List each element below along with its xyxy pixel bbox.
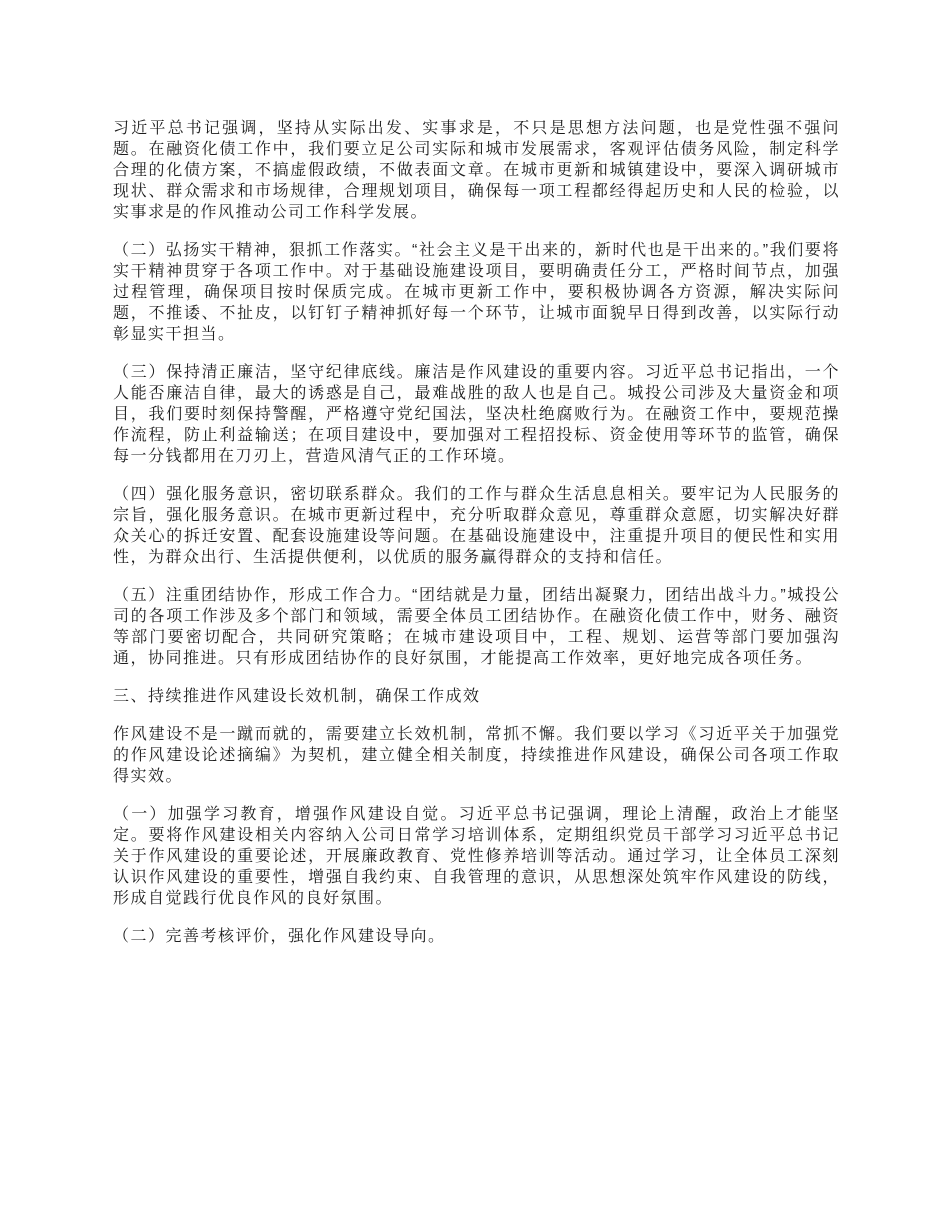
paragraph-assessment-orientation: （二）完善考核评价，强化作风建设导向。 [113,928,446,945]
document-body [113,118,840,947]
paragraph-long-term-mechanism: 作风建设不是一蹴而就的，需要建立长效机制，常抓不懈。我们要以学习《习近平关于加强党的作风建设论述摘编》为契机，建立健全相关制度，持续推进作风建设，确保公司各项工作取得实效。 [113,726,840,785]
paragraph-integrity: （三）保持清正廉洁，坚守纪律底线。廉洁是作风建设的重要内容。习近平总书记指出，一个人能否廉洁自律，最大的诱惑是自己，最难战胜的敌人也是自己。城投公司涉及大量资金和项目，我们要时刻保持警醒，严格遵守党纪国法，坚决杜绝腐败行为。在融资工作中，要规范操作流程，防止利益输送；在项目建设中，要加强对工程招投标、资金使用等环节的监管，确保每一分钱都用在刀刃上，营造风清气正的工作环境。 [113,364,840,465]
paragraph-service-awareness: （四）强化服务意识，密切联系群众。我们的工作与群众生活息息相关。要牢记为人民服务的宗旨，强化服务意识。在城市更新过程中，充分听取群众意见，尊重群众意愿，切实解决好群众关心的拆迁安置、配套设施建设等问题。在基础设施建设中，注重提升项目的便民性和实用性，为群众出行、生活提供便利，以优质的服务赢得群众的支持和信任。 [113,486,840,566]
section-heading-three: 三、持续推进作风建设长效机制，确保工作成效 [113,688,481,705]
paragraph-hard-work-spirit: （二）弘扬实干精神，狠抓工作落实。“社会主义是干出来的，新时代也是干出来的。”我们要将实干精神贯穿于各项工作中。对于基础设施建设项目，要明确责任分工，严格时间节点，加强过程管理，确保项目按时保质完成。在城市更新工作中，要积极协调各方资源，解决实际问题，不推诿、不扯皮，以钉钉子精神抓好每一个环节，让城市面貌早日得到改善，以实际行动彰显实干担当。 [113,242,840,343]
paragraph-study-education: （一）加强学习教育，增强作风建设自觉。习近平总书记强调，理论上清醒，政治上才能坚定。要将作风建设相关内容纳入公司日常学习培训体系，定期组织党员干部学习习近平总书记关于作风建设的重要论述，开展廉政教育、党性修养培训等活动。通过学习，让全体员工深刻认识作风建设的重要性，增强自我约束、自我管理的意识，从思想深处筑牢作风建设的防线，形成自觉践行优良作风的良好氛围。 [113,806,840,907]
paragraph-teamwork: （五）注重团结协作，形成工作合力。“团结就是力量，团结出凝聚力，团结出战斗力。”城投公司的各项工作涉及多个部门和领域，需要全体员工团结协作。在融资化债工作中，财务、融资等部门要密切配合，共同研究策略；在城市建设项目中，工程、规划、运营等部门要加强沟通，协同推进。只有形成团结协作的良好氛围，才能提高工作效率，更好地完成各项任务。 [113,587,840,667]
paragraph-seeking-truth: 习近平总书记强调，坚持从实际出发、实事求是，不只是思想方法问题，也是党性强不强问题。在融资化债工作中，我们要立足公司实际和城市发展需求，客观评估债务风险，制定科学合理的化债方案，不搞虚假政绩，不做表面文章。在城市更新和城镇建设中，要深入调研城市现状、群众需求和市场规律，合理规划项目，确保每一项工程都经得起历史和人民的检验，以实事求是的作风推动公司工作科学发展。 [113,120,840,221]
